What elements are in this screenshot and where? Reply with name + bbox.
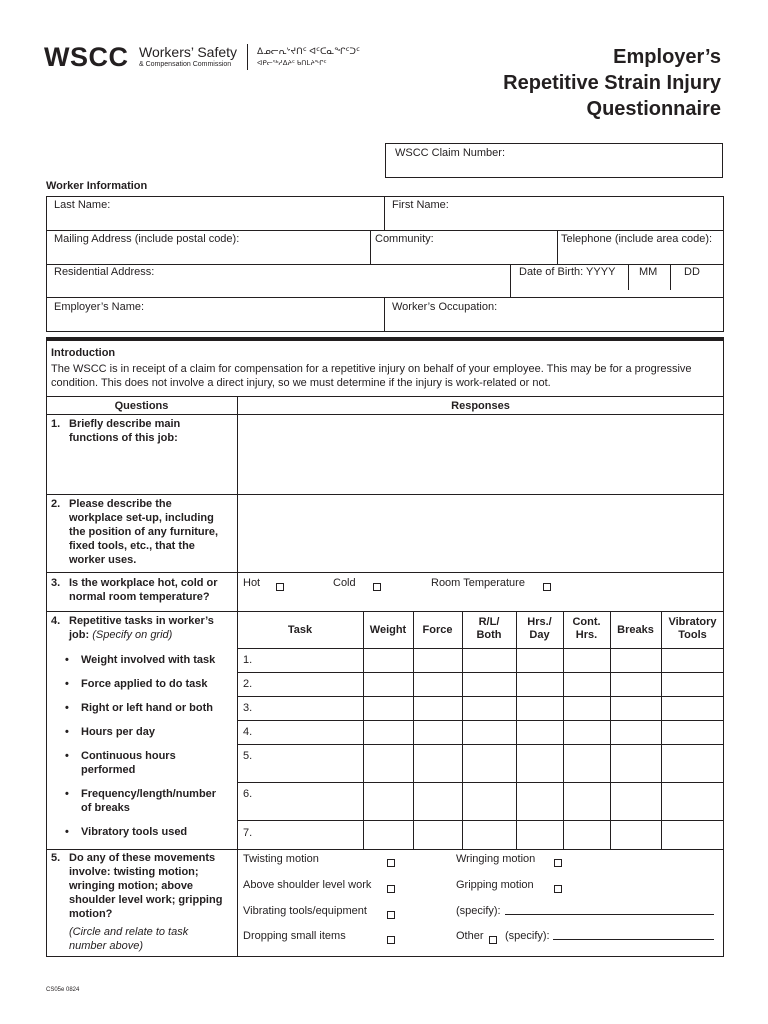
grid-header-conthrs: Cont. Hrs.	[572, 616, 601, 641]
org-name-line2: & Compensation Commission	[139, 61, 232, 68]
task-row-number: 7.	[243, 827, 253, 839]
task-grid-line	[237, 672, 724, 673]
mailing-address-field[interactable]: Mailing Address (include postal code):	[54, 233, 240, 245]
dob-mm-field[interactable]: MM	[639, 266, 658, 278]
grid-header-vibratory: Vibratory Tools	[668, 616, 717, 641]
task-row-number: 1.	[243, 654, 253, 666]
q4-bullet: Continuous hours	[81, 750, 176, 762]
q3-hot-checkbox[interactable]	[276, 578, 284, 596]
q5-line: wringing motion; above	[69, 880, 194, 892]
employer-name-field[interactable]: Employer’s Name:	[54, 301, 145, 313]
q5-note: number above)	[69, 940, 143, 952]
q3-opt-room-label: Room Temperature	[431, 577, 525, 589]
q1-response-area[interactable]	[238, 415, 723, 494]
q4-bullet: Right or left hand or both	[81, 702, 213, 714]
q1-line2: functions of this job:	[69, 432, 178, 444]
q5-other-specify-line[interactable]	[553, 939, 714, 940]
col-questions-header: Questions	[114, 400, 169, 412]
dob-dd-field[interactable]: DD	[684, 266, 700, 278]
intro-line2: condition. This does not involve a direct injury, so we must determine if the injury is work-related or not.	[51, 377, 551, 389]
q4-bullet: Force applied to do task	[81, 678, 208, 690]
q4-number: 4.	[51, 615, 61, 627]
q5-opt-vibrating-label: Vibrating tools/equipment	[243, 905, 367, 917]
q5-line: shoulder level work; gripping	[69, 894, 223, 906]
q4-line2-bold: job:	[69, 629, 90, 641]
q3-opt-hot-label: Hot	[243, 577, 261, 589]
q5-opt-above-label: Above shoulder level work	[243, 879, 372, 891]
q2-line: the position of any furniture,	[69, 526, 219, 538]
task-grid-line	[237, 648, 724, 649]
grid-line	[510, 264, 511, 297]
task-grid-line	[237, 720, 724, 721]
intro-title: Introduction	[51, 347, 116, 359]
q2-line: worker uses.	[69, 554, 137, 566]
claim-number-field[interactable]	[385, 143, 723, 178]
q5-opt-dropping-label: Dropping small items	[243, 930, 346, 942]
task-grid-line	[563, 611, 564, 849]
q4-bullet-dot: •	[65, 788, 69, 800]
table-line	[46, 572, 724, 573]
task-row-number: 4.	[243, 726, 253, 738]
logo-text: WSCC	[44, 42, 129, 72]
task-row-number: 5.	[243, 750, 253, 762]
grid-line	[370, 230, 371, 264]
first-name-field[interactable]: First Name:	[392, 199, 449, 211]
q2-response-area[interactable]	[238, 495, 723, 572]
q5-opt-wringing-label: Wringing motion	[456, 853, 536, 865]
task-grid-line	[237, 820, 724, 821]
q3-line2: normal room temperature?	[69, 591, 210, 603]
q4-bullet: Vibratory tools used	[81, 826, 188, 838]
grid-header-weight: Weight	[369, 624, 407, 636]
q5-other-specify-label: (specify):	[505, 930, 550, 942]
q1-line1: Briefly describe main	[69, 418, 181, 430]
community-field[interactable]: Community:	[375, 233, 434, 245]
grid-header-breaks: Breaks	[617, 624, 654, 636]
task-grid-line	[363, 611, 364, 849]
telephone-field[interactable]: Telephone (include area code):	[561, 233, 713, 245]
inuktitut-line2: ᐊᑭᓕᖅᓱᐃᔨᑦ ᑲᑎᒪᔨᖏᑦ	[257, 60, 327, 67]
q5-specify-label: (specify):	[456, 905, 501, 917]
q4-bullet-dot: •	[65, 750, 69, 762]
table-line	[46, 611, 724, 612]
q4-bullet: Hours per day	[81, 726, 155, 738]
q3-cold-checkbox[interactable]	[373, 578, 381, 596]
grid-line	[46, 230, 724, 231]
task-row-number: 2.	[243, 678, 253, 690]
q3-line1: Is the workplace hot, cold or	[69, 577, 218, 589]
task-grid-line	[237, 696, 724, 697]
q5-wringing-checkbox[interactable]	[554, 854, 562, 872]
task-grid-line	[661, 611, 662, 849]
wscc-logo	[44, 42, 379, 72]
title-line2: Repetitive Strain Injury	[503, 72, 721, 94]
title-line3: Questionnaire	[586, 98, 721, 120]
grid-header-force: Force	[422, 624, 453, 636]
q4-bullet: performed	[81, 764, 136, 776]
q4-bullet-dot: •	[65, 726, 69, 738]
task-row-number: 6.	[243, 788, 253, 800]
form-code: CS05e 0824	[46, 987, 80, 993]
q4-bullet: Frequency/length/number	[81, 788, 217, 800]
last-name-field[interactable]: Last Name:	[54, 199, 111, 211]
q1-number: 1.	[51, 418, 61, 430]
residential-address-field[interactable]: Residential Address:	[54, 266, 155, 278]
table-line	[46, 849, 724, 850]
task-grid-line	[237, 744, 724, 745]
occupation-field[interactable]: Worker’s Occupation:	[392, 301, 498, 313]
q5-dropping-checkbox[interactable]	[387, 931, 395, 949]
q4-bullet: Weight involved with task	[81, 654, 216, 666]
page-title	[401, 44, 721, 122]
col-responses-header: Responses	[451, 400, 510, 412]
org-name-line1: Workers’ Safety	[139, 44, 238, 60]
inuktitut-line1: ᐃᓄᓕᕆᔾᔪᑎᑦ ᐊᑦᑕᓇᖏᑦᑐᑦ	[257, 46, 360, 56]
q2-line: workplace set-up, including	[69, 512, 214, 524]
grid-line	[384, 196, 385, 230]
intro-line1: The WSCC is in receipt of a claim for compensation for a repetitive injury on behalf of your employee. This may be for a progressive	[51, 363, 692, 375]
q5-line: Do any of these movements	[69, 852, 216, 864]
q4-line1: Repetitive tasks in worker’s	[69, 615, 214, 627]
q2-line: Please describe the	[69, 498, 172, 510]
grid-line	[46, 297, 724, 298]
table-line	[46, 396, 724, 397]
claim-number-label: WSCC Claim Number:	[395, 147, 506, 159]
q4-line2	[69, 629, 172, 642]
q5-line: involve: twisting motion;	[69, 866, 199, 878]
q5-opt-twisting-label: Twisting motion	[243, 853, 319, 865]
title-line1: Employer’s	[613, 46, 721, 68]
grid-line	[384, 297, 385, 332]
grid-line	[557, 230, 558, 264]
grid-line	[628, 264, 629, 290]
grid-line	[46, 264, 724, 265]
q5-line: motion?	[69, 908, 113, 920]
grid-header-rlboth: R/L/ Both	[476, 616, 502, 641]
q4-bullet-dot: •	[65, 654, 69, 666]
q5-opt-gripping-label: Gripping motion	[456, 879, 534, 891]
worker-info-title: Worker Information	[46, 180, 148, 192]
q5-specify-line[interactable]	[505, 914, 714, 915]
q4-line2-italic: (Specify on grid)	[92, 629, 173, 641]
q5-number: 5.	[51, 852, 61, 864]
task-row-number: 3.	[243, 702, 253, 714]
logo-divider	[247, 44, 248, 70]
task-grid-line	[462, 611, 463, 849]
q4-bullet-dot: •	[65, 826, 69, 838]
q3-number: 3.	[51, 577, 61, 589]
task-grid-line	[237, 782, 724, 783]
grid-line	[670, 264, 671, 290]
task-grid-line	[413, 611, 414, 849]
q5-vibrating-checkbox[interactable]	[387, 906, 395, 924]
q5-twisting-checkbox[interactable]	[387, 854, 395, 872]
q4-bullet: of breaks	[81, 802, 130, 814]
q5-above-checkbox[interactable]	[387, 880, 395, 898]
q5-other-checkbox[interactable]	[489, 931, 497, 949]
q2-line: fixed tools, etc., that the	[69, 540, 195, 552]
grid-header-hrsday: Hrs./ Day	[527, 616, 552, 641]
q4-bullet-dot: •	[65, 678, 69, 690]
q5-note: (Circle and relate to task	[69, 926, 189, 938]
q4-bullet-dot: •	[65, 702, 69, 714]
q5-gripping-checkbox[interactable]	[554, 880, 562, 898]
task-grid-line	[610, 611, 611, 849]
grid-header-task: Task	[287, 624, 313, 636]
q2-number: 2.	[51, 498, 61, 510]
task-grid-line	[516, 611, 517, 849]
q5-opt-other-label: Other	[456, 930, 484, 942]
q3-opt-cold-label: Cold	[333, 577, 356, 589]
q3-room-checkbox[interactable]	[543, 578, 551, 596]
dob-yyyy-field[interactable]: Date of Birth: YYYY	[519, 266, 616, 278]
